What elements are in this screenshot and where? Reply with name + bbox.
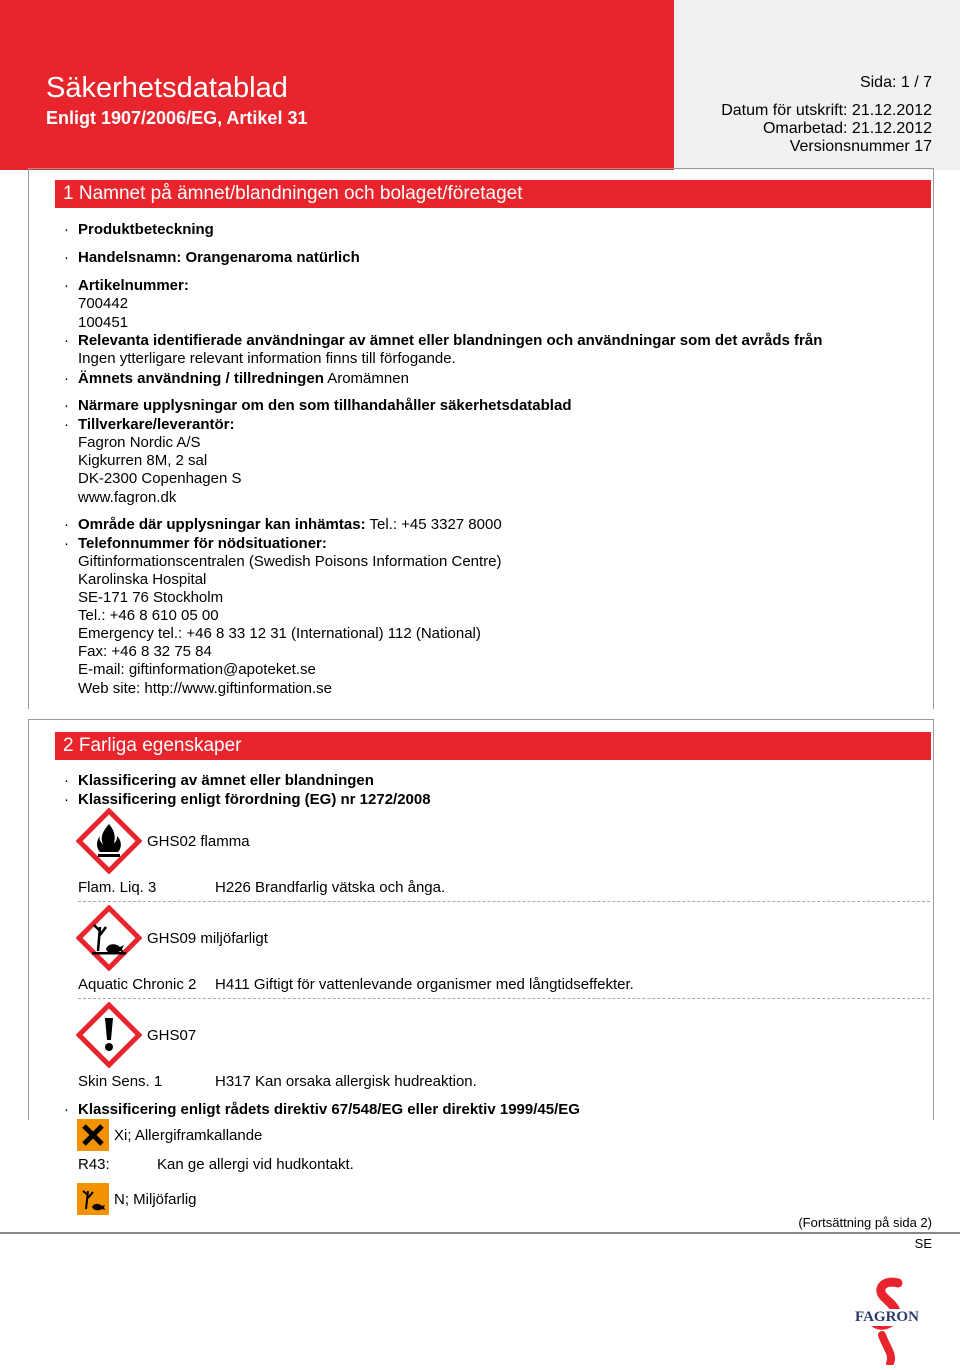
- fagron-logo-text: FAGRON: [844, 1309, 930, 1326]
- emergency-line: Web site: http://www.giftinformation.se: [78, 680, 332, 697]
- emergency-line: Emergency tel.: +46 8 33 12 31 (International) 112 (National): [78, 625, 481, 642]
- document-subtitle: Enligt 1907/2006/EG, Artikel 31: [46, 108, 308, 128]
- hazard-statement: H317 Kan orsaka allergisk hudreaktion.: [215, 1073, 477, 1090]
- emergency-line: Fax: +46 8 32 75 84: [78, 643, 212, 660]
- revised-date: Omarbetad: 21.12.2012: [762, 120, 932, 137]
- environment-orange-icon: [77, 1183, 109, 1215]
- regulation-label: Klassificering enligt förordning (EG) nr 1272/2008: [78, 791, 431, 808]
- exclamation-icon: [76, 1002, 142, 1068]
- continued-note: (Fortsättning på sida 2): [798, 1215, 932, 1230]
- article-number-1: 700442: [78, 295, 129, 312]
- ghs07-label: GHS07: [147, 1027, 197, 1044]
- directive-label: Klassificering enligt rådets direktiv 67/548/EG eller direktiv 1999/45/EG: [78, 1101, 580, 1118]
- manufacturer-label: Tillverkare/leverantör:: [78, 416, 235, 433]
- emergency-line: SE-171 76 Stockholm: [78, 589, 224, 606]
- uses-label: Relevanta identifierade användningar av ämnet eller blandningen och användningar som det avråds från: [78, 332, 823, 349]
- emergency-line: Karolinska Hospital: [78, 571, 207, 588]
- risk-text: Kan ge allergi vid hudkontakt.: [157, 1156, 354, 1173]
- harmful-cross-icon: [77, 1119, 109, 1151]
- section-1-header: [55, 180, 931, 208]
- section-2-title: 2 Farliga egenskaper: [63, 735, 242, 756]
- page-number: Sida: 1 / 7: [859, 74, 932, 91]
- language-code: SE: [914, 1236, 932, 1251]
- ghs09-label: GHS09 miljöfarligt: [147, 930, 268, 947]
- hazard-class: Skin Sens. 1: [78, 1073, 163, 1090]
- risk-code: R43:: [78, 1156, 110, 1173]
- info-contact: Område där upplysningar kan inhämtas: Tel.: +45 3327 8000: [78, 516, 502, 533]
- trade-name: Handelsnamn: Orangenaroma natürlich: [78, 249, 360, 266]
- emergency-line: Giftinformationscentralen (Swedish Poisons Information Centre): [78, 553, 502, 570]
- section-2-header: [55, 732, 931, 760]
- divider: [78, 901, 930, 902]
- emergency-line: E-mail: giftinformation@apoteket.se: [78, 661, 316, 678]
- address-line: DK-2300 Copenhagen S: [78, 470, 242, 487]
- hazard-statement: H411 Giftigt för vattenlevande organismer med långtidseffekter.: [215, 976, 634, 993]
- hazard-class: Flam. Liq. 3: [78, 879, 157, 896]
- article-label: Artikelnummer:: [78, 277, 189, 294]
- website: www.fagron.dk: [78, 489, 177, 506]
- hazard-statement: H226 Brandfarlig vätska och ånga.: [215, 879, 446, 896]
- hazard-class: Aquatic Chronic 2: [78, 976, 197, 993]
- address-line: Fagron Nordic A/S: [78, 434, 201, 451]
- uses-text: Ingen ytterligare relevant information finns till förfogande.: [78, 350, 456, 367]
- divider: [78, 998, 930, 999]
- document-title: Säkerhetsdatablad: [46, 72, 288, 104]
- section-1-title: 1 Namnet på ämnet/blandningen och bolaget/företaget: [63, 183, 523, 204]
- xi-label: Xi; Allergiframkallande: [114, 1127, 263, 1144]
- ghs02-label: GHS02 flamma: [147, 833, 250, 850]
- emergency-label: Telefonnummer för nödsituationer:: [78, 535, 327, 552]
- supplier-info-label: Närmare upplysningar om den som tillhandahåller säkerhetsdatablad: [78, 397, 572, 414]
- address-line: Kigkurren 8M, 2 sal: [78, 452, 208, 469]
- substance-use: Ämnets användning / tillredningen Aromämnen: [78, 370, 409, 387]
- fagron-logo: [842, 1275, 932, 1365]
- environment-hazard-icon: [76, 905, 142, 971]
- emergency-line: Tel.: +46 8 610 05 00: [78, 607, 219, 624]
- n-label: N; Miljöfarlig: [114, 1191, 197, 1208]
- footer-separator: [0, 1232, 960, 1234]
- flame-icon: [76, 808, 142, 874]
- article-number-2: 100451: [78, 314, 129, 331]
- print-date: Datum för utskrift: 21.12.2012: [721, 102, 932, 119]
- product-label: Produktbeteckning: [78, 221, 214, 238]
- version-number: Versionsnummer 17: [789, 138, 932, 155]
- classification-label: Klassificering av ämnet eller blandningen: [78, 772, 374, 789]
